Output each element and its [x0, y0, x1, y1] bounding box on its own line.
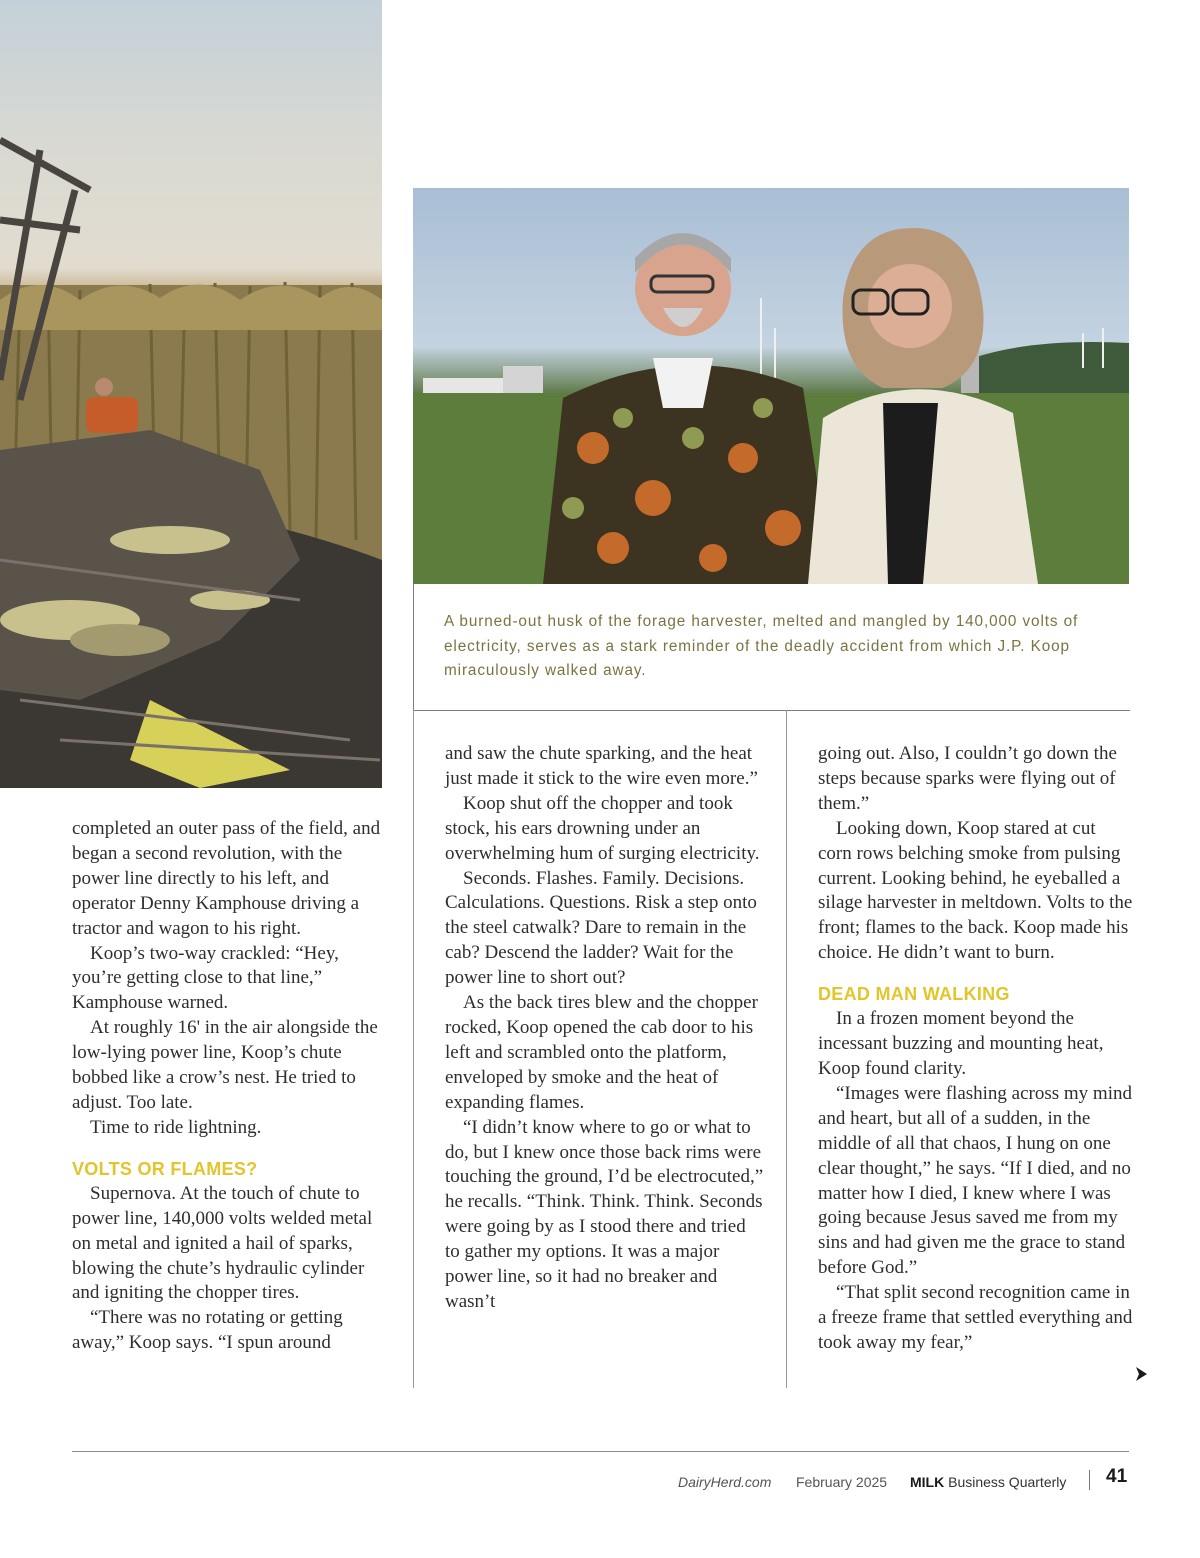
paragraph: Koop shut off the chopper and took stock, his ears drowning under an overwhelming hum of surging electricity. — [445, 792, 760, 864]
footer-publication — [910, 1472, 1066, 1492]
paragraph: “There was no rotating or getting away,” Koop says. “I spun around — [72, 1307, 343, 1354]
column-divider — [413, 710, 414, 1388]
section-heading: DEAD MAN WALKING — [818, 984, 1010, 1005]
paragraph: “Images were flashing across my mind and heart, but all of a sudden, in the middle of all that chaos, I hung on one clear thought,” he says. “If I died, and no matter how I died, I knew where I was going because Jesus saved me from my sins and had given me the grace to stand before God.” — [818, 1082, 1132, 1279]
article-column-2 — [445, 742, 765, 1315]
article-column-3 — [818, 742, 1134, 1356]
paragraph: “That split second recognition came in a freeze frame that settled everything and took away my fear,” — [818, 1282, 1133, 1353]
paragraph: Time to ride lightning. — [90, 1116, 262, 1138]
paragraph: Koop’s two-way crackled: “Hey, you’re getting close to that line,” Kamphouse warned. — [72, 942, 339, 1014]
couple-photo — [413, 188, 1129, 584]
page-number: 41 — [1106, 1466, 1128, 1487]
section-heading: VOLTS OR FLAMES? — [72, 1158, 258, 1179]
harvester-photo — [0, 0, 382, 788]
harvester-illustration — [0, 0, 382, 788]
footer-date: February 2025 — [796, 1474, 888, 1490]
column-divider — [786, 710, 787, 1388]
paragraph: Looking down, Koop stared at cut corn rows belching smoke from pulsing current. Looking behind, he eyeballed a silage harvester in meltdown. Volts to the front; flames to the back. Koop made his choice. He didn’t want to burn. — [818, 817, 1133, 964]
footer-separator — [1089, 1470, 1090, 1490]
paragraph: going out. Also, I couldn’t go down the steps because sparks were flying out of them.” — [818, 743, 1117, 814]
right-arrow-icon — [1134, 1366, 1148, 1382]
paragraph: “I didn’t know where to go or what to do, but I knew once those back rims were touching the ground, I’d be electrocuted,” he recalls. “Think. Think. Think. Seconds were going by as I stood there and tried to gather my options. It was a major power line, so it had no breaker and wasn’t — [445, 1116, 764, 1312]
article-column-1 — [72, 817, 387, 1356]
footer-site: DairyHerd.com — [678, 1474, 772, 1490]
couple-illustration — [413, 188, 1129, 584]
footer-rule — [72, 1451, 1129, 1452]
paragraph: At roughly 16' in the air alongside the low-lying power line, Koop’s chute bobbed like a crow’s nest. He tried to adjust. Too late. — [72, 1017, 378, 1113]
paragraph: Seconds. Flashes. Family. Decisions. Calculations. Questions. Risk a step onto the steel catwalk? Dare to remain in the cab? Descend the ladder? Wait for the power line to short out? — [445, 867, 757, 989]
paragraph: As the back tires blew and the chopper rocked, Koop opened the cab door to his left and scrambled onto the platform, enveloped by smoke and the heat of expanding flames. — [445, 992, 758, 1113]
paragraph: completed an outer pass of the field, and began a second revolution, with the power line directly to his left, and operator Denny Kamphouse driving a tractor and wagon to his right. — [72, 818, 381, 939]
paragraph: Supernova. At the touch of chute to power line, 140,000 volts welded metal on metal and ignited a hail of sparks, blowing the chute’s hydraulic cylinder and igniting the chopper tires. — [72, 1182, 373, 1304]
paragraph: and saw the chute sparking, and the heat just made it stick to the wire even more.” — [445, 743, 758, 789]
photo-caption: A burned-out husk of the forage harvester, melted and mangled by 140,000 volts of electricity, serves as a stark reminder of the deadly accident from which J.P. Koop miraculously walked away. — [444, 613, 1079, 679]
publication-name-bold: MILK — [910, 1474, 945, 1490]
publication-name-rest: Business Quarterly — [944, 1474, 1067, 1490]
paragraph: In a frozen moment beyond the incessant buzzing and mounting heat, Koop found clarity. — [818, 1008, 1104, 1079]
